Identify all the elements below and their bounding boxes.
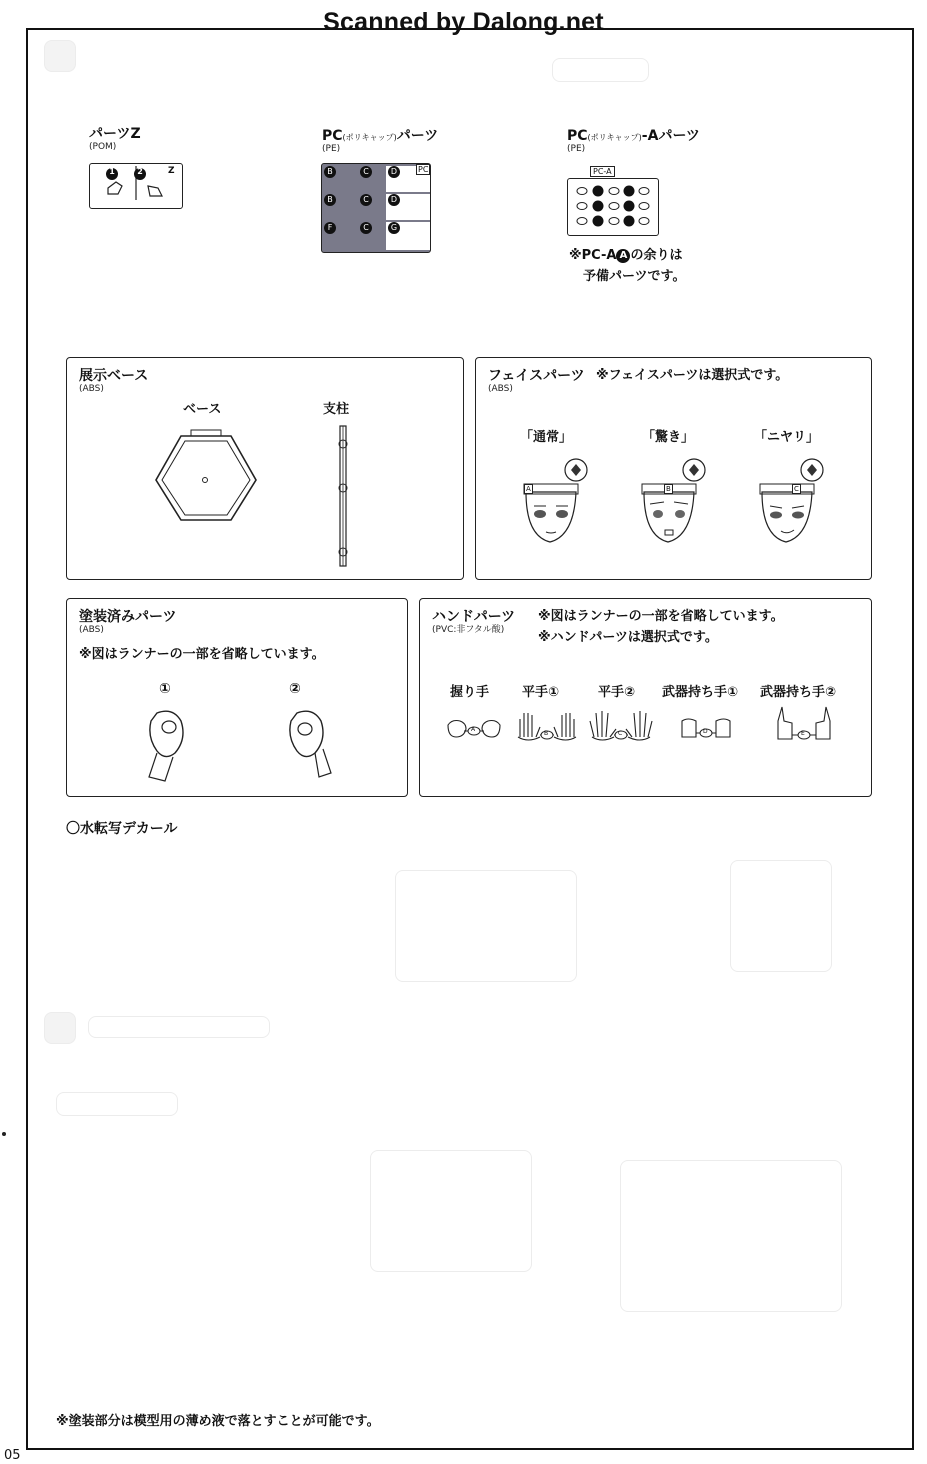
face-c xyxy=(754,456,828,544)
face-parts-title: フェイスパーツ xyxy=(488,368,585,384)
bleed-through-block-1 xyxy=(395,870,577,982)
runner-pc-mark-8: C xyxy=(360,222,372,234)
runner-pc-mark-6: D xyxy=(388,194,400,206)
runner-pca-note-mark: A xyxy=(616,249,630,263)
hand-weapon-2-drawing xyxy=(774,703,834,747)
runner-z-title: パーツZ xyxy=(89,126,141,142)
runner-pc-mark-2: C xyxy=(360,166,372,178)
runner-pca-note-line1: ※PC-A A の余りは xyxy=(569,248,683,263)
bleed-through-top-right xyxy=(552,58,649,82)
face-c-drawing xyxy=(754,456,828,544)
hand-weapon-2 xyxy=(774,703,834,747)
runner-pc-mark-5: C xyxy=(360,194,372,206)
face-a-drawing xyxy=(518,456,592,544)
hand-open-1-drawing xyxy=(516,707,578,747)
hand-weapon-1 xyxy=(678,711,734,747)
display-base-title: 展示ベース xyxy=(79,368,149,384)
face-c-mark: C xyxy=(794,485,799,493)
runner-pc-tag: PC xyxy=(418,165,429,174)
face-label-surprised: 「驚き」 xyxy=(642,430,695,445)
painted-part-2-label: ② xyxy=(289,681,301,697)
support-stand-diagram xyxy=(331,424,355,574)
runner-z-mark-2: 2 xyxy=(137,167,143,176)
hand-weapon-1-mark: D xyxy=(703,728,708,735)
hand-label-weapon-2: 武器持ち手② xyxy=(760,685,837,700)
scanned-by-watermark: Scanned by Dalong.net xyxy=(323,8,604,36)
hand-open-2 xyxy=(588,707,654,747)
runner-pca-note-line2: 予備パーツです。 xyxy=(583,269,686,284)
hand-parts-note-2: ※ハンドパーツは選択式です。 xyxy=(538,630,718,645)
bleed-through-lower-bar xyxy=(56,1092,178,1116)
hand-parts-material: (PVC:非フタル酸) xyxy=(432,625,505,635)
bleed-through-block-2 xyxy=(620,1160,842,1312)
runner-pca-tag: PC-A xyxy=(590,166,615,177)
runner-pc-frame xyxy=(321,163,431,253)
hand-open-2-mark: C xyxy=(618,730,623,737)
bleed-through-mid-left xyxy=(44,1012,76,1044)
display-base-label-base: ベース xyxy=(183,402,222,417)
hand-label-weapon-1: 武器持ち手① xyxy=(662,685,739,700)
face-parts-material: (ABS) xyxy=(488,384,513,394)
page-number: 05 xyxy=(4,1448,21,1463)
runner-pc-title: PC(ポリキャップ)パーツ xyxy=(322,128,439,144)
runner-pc-mark-4: B xyxy=(324,194,336,206)
face-b-drawing xyxy=(636,456,710,544)
runner-pc-material: (PE) xyxy=(322,144,341,154)
hand-open-1 xyxy=(516,707,578,747)
runner-z-mark-1: 1 xyxy=(109,167,115,176)
hand-weapon-2-mark: E xyxy=(801,730,805,737)
runner-pc-mark-3: D xyxy=(388,166,400,178)
face-b-mark: B xyxy=(666,485,671,493)
face-a-mark: A xyxy=(526,485,531,493)
hand-parts-title: ハンドパーツ xyxy=(432,609,516,625)
painted-part-1-drawing xyxy=(139,707,199,787)
runner-z-tag: Z xyxy=(168,166,175,176)
runner-pca-diagram xyxy=(568,179,658,235)
hand-fist xyxy=(446,711,502,747)
runner-pca-frame xyxy=(567,178,659,236)
hand-open-1-mark: B xyxy=(544,730,549,737)
paint-removal-footnote: ※塗装部分は模型用の薄め液で落とすことが可能です。 xyxy=(56,1414,380,1429)
runner-z-material: (POM) xyxy=(89,142,117,152)
painted-parts-panel xyxy=(66,598,408,797)
hand-label-open-1: 平手① xyxy=(522,685,560,700)
display-base-panel xyxy=(66,357,464,580)
display-base-label-stand: 支柱 xyxy=(323,402,350,417)
painted-part-1-label: ① xyxy=(159,681,171,697)
hand-fist-mark: A xyxy=(471,726,476,733)
painted-parts-note: ※図はランナーの一部を省略しています。 xyxy=(79,647,325,662)
face-label-normal: 「通常」 xyxy=(520,430,573,445)
runner-pca-material: (PE) xyxy=(567,144,586,154)
water-slide-decal-heading: 〇水転写デカール xyxy=(66,821,178,837)
runner-pc-mark-7: F xyxy=(324,222,336,234)
face-parts-note: ※フェイスパーツは選択式です。 xyxy=(596,368,789,383)
hand-open-2-drawing xyxy=(588,707,654,747)
face-b xyxy=(636,456,710,544)
painted-part-2-drawing xyxy=(279,707,339,787)
face-parts-panel xyxy=(475,357,872,580)
bleed-through-mid-bar xyxy=(88,1016,270,1038)
painted-parts-title: 塗装済みパーツ xyxy=(79,609,177,625)
display-base-material: (ABS) xyxy=(79,384,104,394)
bleed-through-block-3 xyxy=(370,1150,532,1272)
scan-speck xyxy=(2,1132,6,1136)
hand-parts-panel xyxy=(419,598,872,797)
runner-pca-title: PC(ポリキャップ)-Aパーツ xyxy=(567,128,700,144)
hand-parts-note-1: ※図はランナーの一部を省略しています。 xyxy=(538,609,784,624)
face-label-smirk: 「ニヤリ」 xyxy=(754,430,820,445)
bleed-through-block-4 xyxy=(730,860,832,972)
hand-label-open-2: 平手② xyxy=(598,685,636,700)
runner-pc-mark-9: G xyxy=(388,222,400,234)
runner-z-frame xyxy=(89,163,183,209)
hand-label-fist: 握り手 xyxy=(450,685,490,700)
bleed-through-top-left xyxy=(44,40,76,72)
hexagon-base-diagram xyxy=(151,428,261,528)
runner-pc-mark-1: B xyxy=(324,166,336,178)
painted-parts-material: (ABS) xyxy=(79,625,104,635)
face-a xyxy=(518,456,592,544)
